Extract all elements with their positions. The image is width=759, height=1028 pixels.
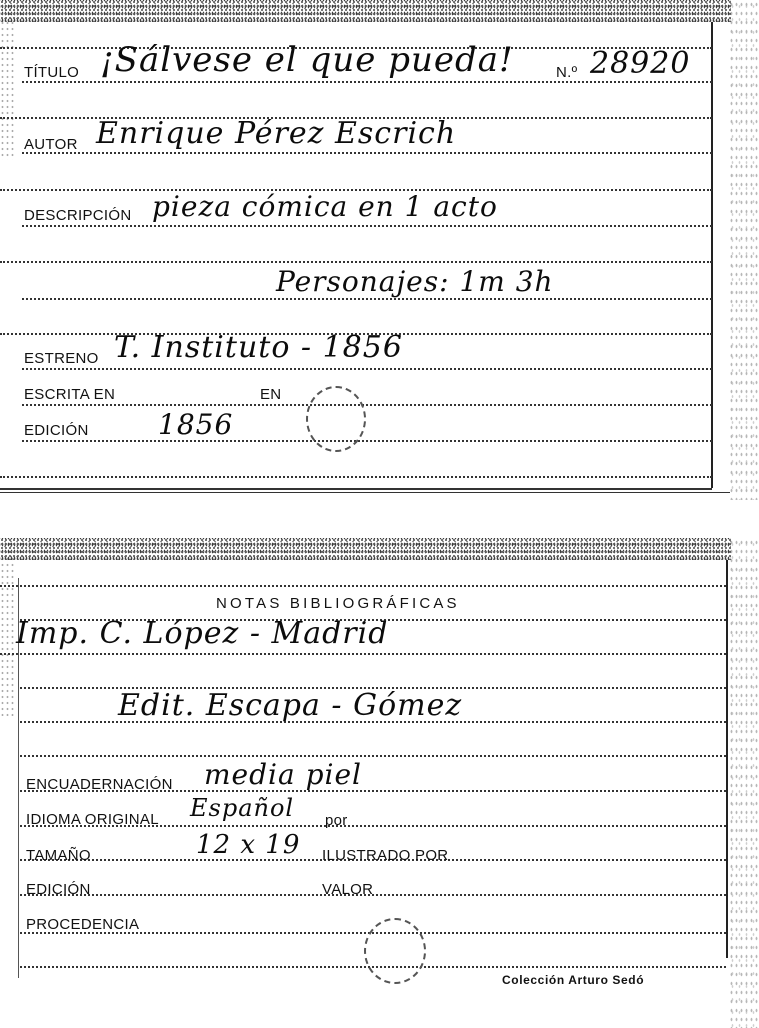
punch-hole [364, 918, 426, 984]
catalog-card-back [0, 538, 759, 1028]
autor-value: Enrique Pérez Escrich [96, 116, 457, 151]
notas-heading: NOTAS BIBLIOGRÁFICAS [216, 595, 460, 612]
ilustrado-label: ILUSTRADO POR [322, 847, 449, 864]
tamano-value: 12 x 19 [196, 830, 301, 860]
card-edge-texture-right [729, 0, 759, 500]
ruled-line [22, 298, 712, 300]
autor-label: AUTOR [24, 136, 78, 153]
por-label: por [325, 812, 348, 829]
ruled-line [22, 368, 712, 370]
titulo-label: TÍTULO [24, 64, 80, 81]
ruled-line [22, 440, 712, 442]
personajes-value: Personajes: 1m 3h [276, 265, 554, 298]
encuadernacion-value: media piel [204, 758, 362, 791]
en-label: EN [260, 386, 282, 403]
ruled-line [22, 81, 712, 83]
card-right-border [726, 560, 728, 958]
ruled-line [0, 653, 726, 655]
descripcion-value: pieza cómica en 1 acto [152, 190, 498, 223]
card-bottom-border-2 [0, 492, 730, 493]
estreno-value: T. Instituto - 1856 [114, 330, 403, 365]
tamano-label: TAMAÑO [26, 847, 91, 864]
card-edge-texture-left [0, 556, 16, 716]
card-edge-texture-right [729, 538, 759, 1028]
coleccion-footer: Colección Arturo Sedó [502, 973, 645, 987]
punch-hole [306, 386, 366, 452]
numero-value: 28920 [590, 46, 691, 81]
ruled-line [22, 152, 712, 154]
ruled-line [22, 225, 712, 227]
idioma-value: Español [190, 794, 295, 822]
ruled-line [22, 404, 712, 406]
valor-label: VALOR [322, 881, 374, 898]
edicion-label: EDICIÓN [24, 422, 89, 439]
procedencia-label: PROCEDENCIA [26, 916, 140, 933]
notas-line-2: Edit. Escapa - Gómez [118, 688, 463, 723]
card-edge-texture [0, 0, 731, 22]
descripcion-label: DESCRIPCIÓN [24, 207, 132, 224]
catalog-card-front [0, 0, 759, 500]
ruled-line [0, 261, 712, 263]
titulo-value: ¡Sálvese el que pueda! [100, 40, 514, 80]
card-edge-texture [0, 538, 731, 560]
numero-label: N.º [556, 64, 578, 81]
card-right-border [711, 22, 713, 488]
escrita-label: ESCRITA EN [24, 386, 116, 403]
ruled-line [0, 476, 712, 478]
ruled-line [0, 585, 726, 587]
ruled-line [20, 755, 726, 757]
notas-line-1: Imp. C. López - Madrid [16, 616, 389, 651]
estreno-label: ESTRENO [24, 350, 99, 367]
card-bottom-border [0, 488, 712, 490]
edicion-value: 1856 [158, 408, 234, 441]
edicion-label: EDICIÓN [26, 881, 91, 898]
encuadernacion-label: ENCUADERNACIÓN [26, 776, 173, 793]
card-edge-texture-left [0, 20, 16, 160]
idioma-label: IDIOMA ORIGINAL [26, 811, 159, 828]
